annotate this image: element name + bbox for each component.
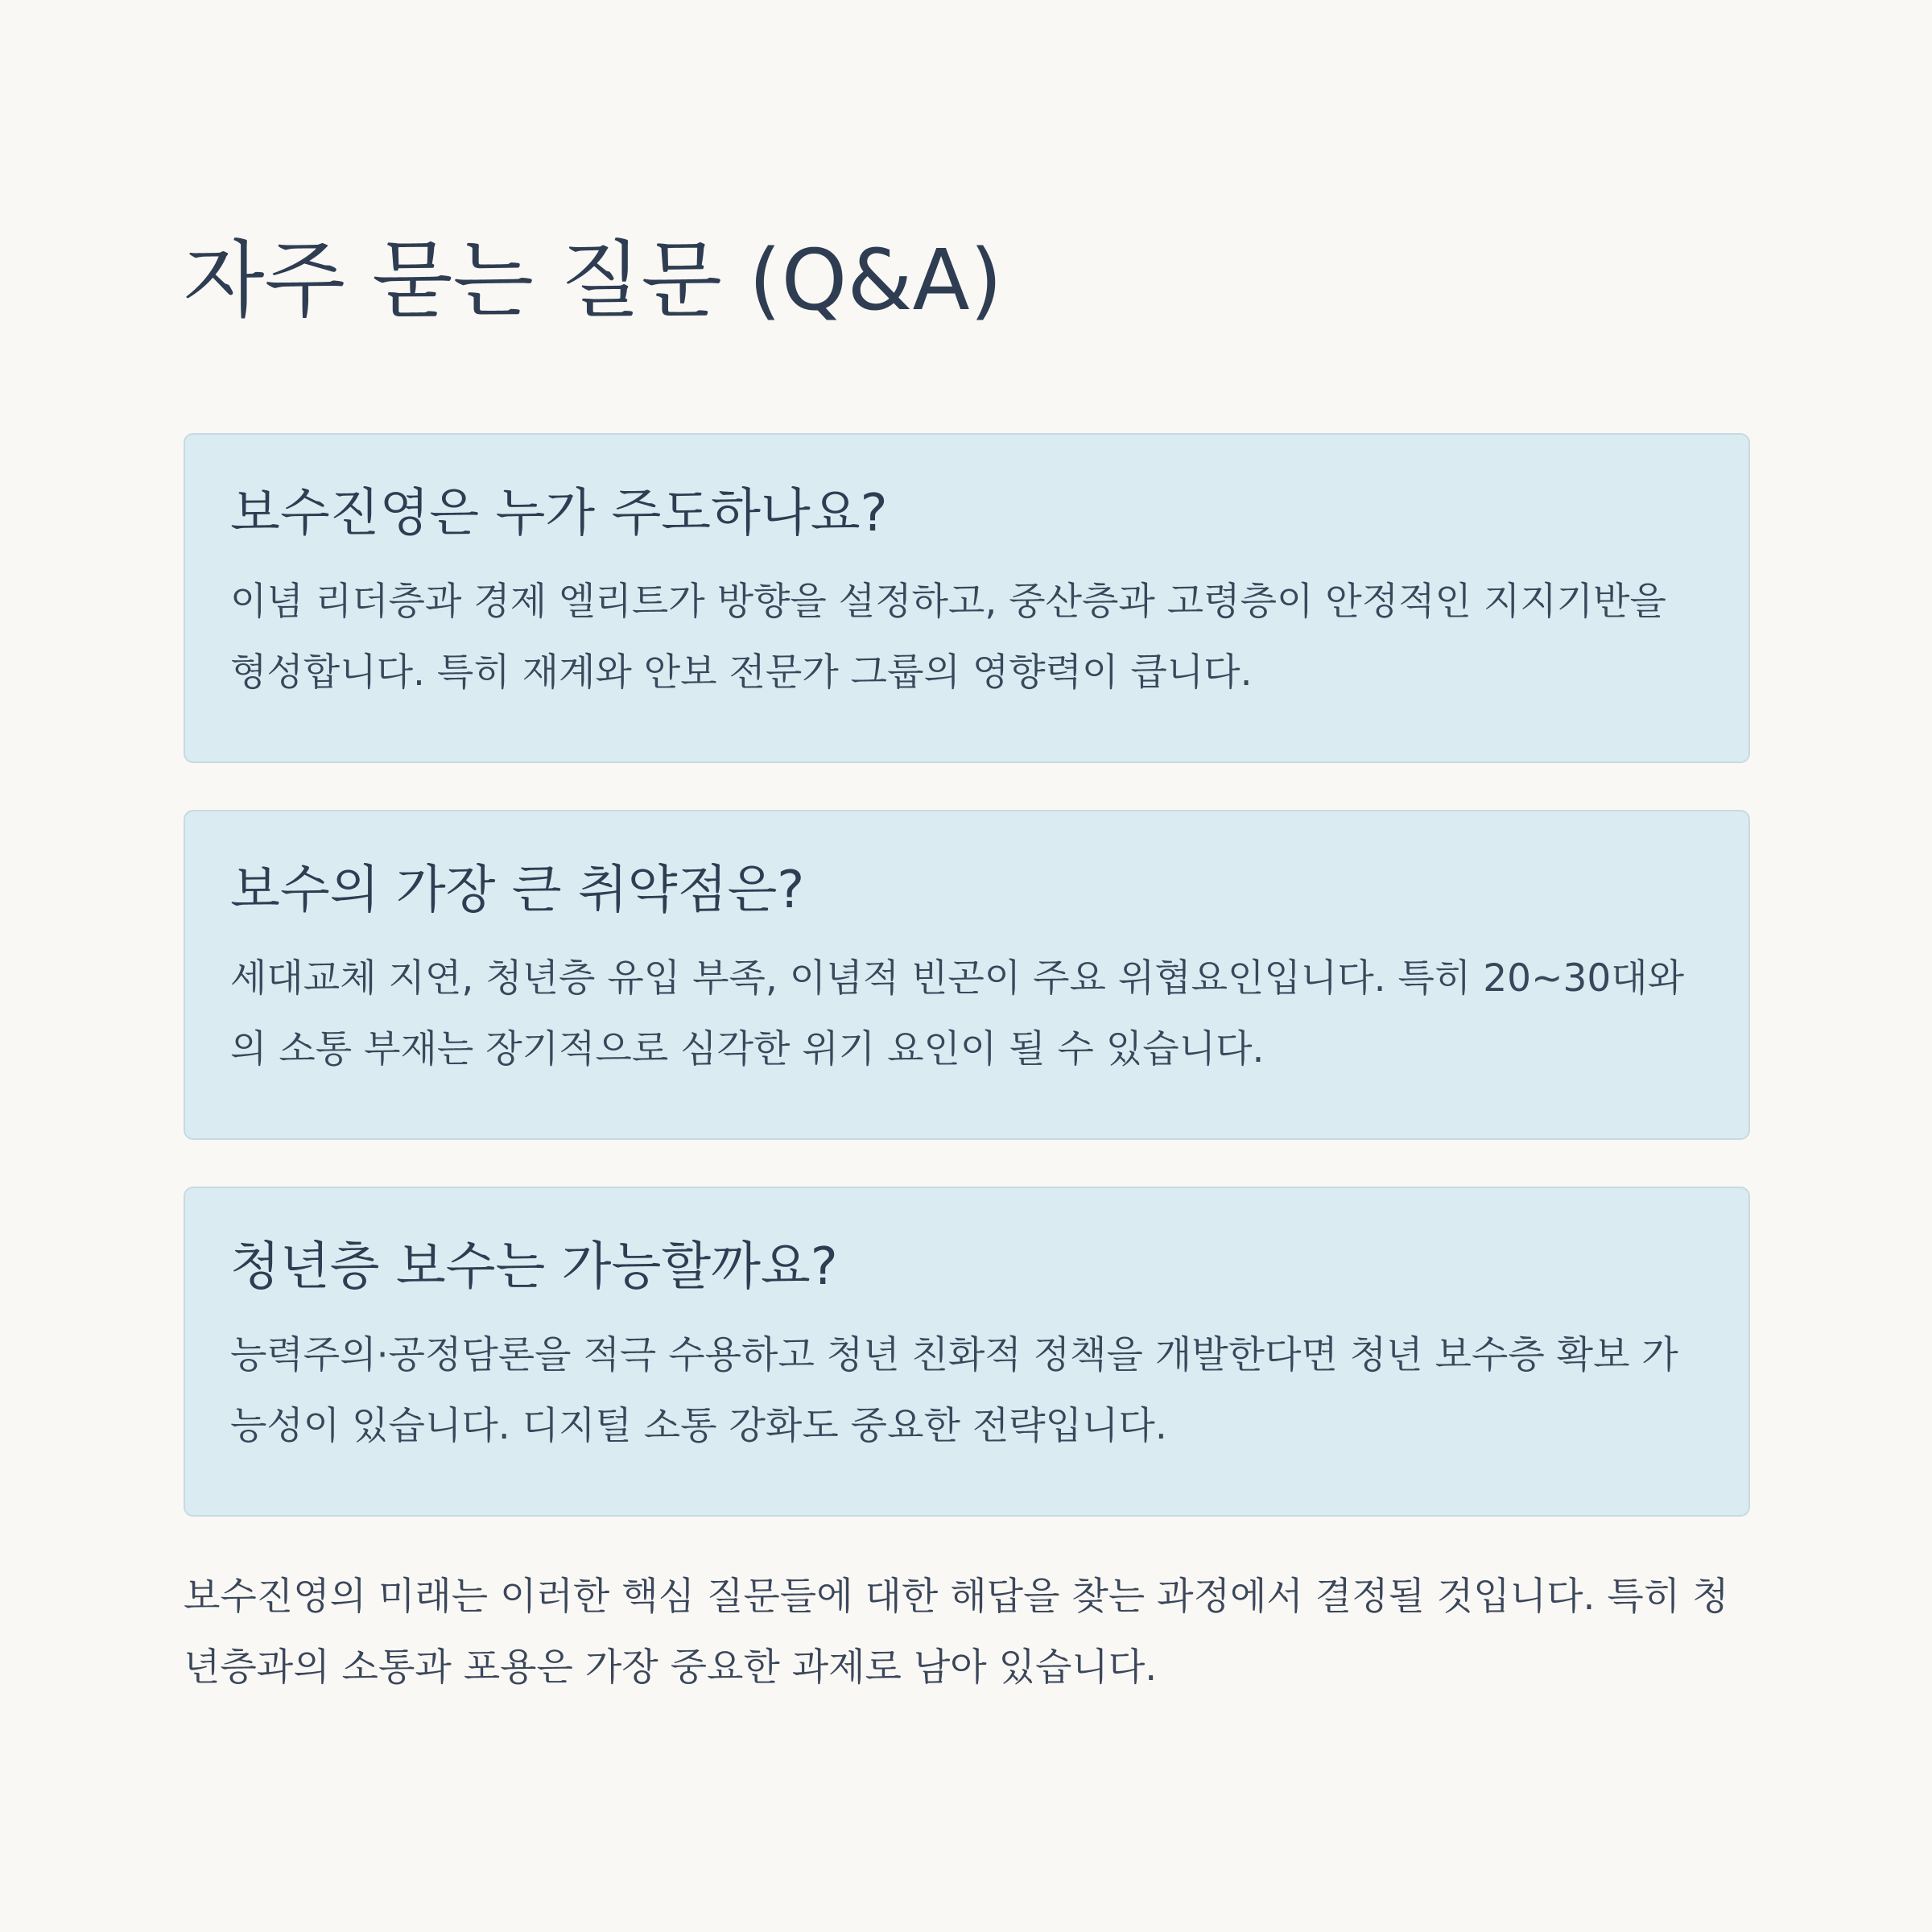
page-title: 자주 묻는 질문 (Q&A) [184,231,1003,329]
qa-answer: 이념 리더층과 경제 엘리트가 방향을 설정하고, 중산층과 고령층이 안정적인 지지기반을 형성합니다. 특히 재계와 안보 전문가 그룹의 영향력이 큽니다. [230,580,1666,695]
qa-answer: 세대교체 지연, 청년층 유입 부족, 이념적 빈곤이 주요 위협요인입니다. 특히 20~30대와의 소통 부재는 장기적으로 심각한 위기 요인이 될 수 있습니다. [230,956,1685,1071]
qa-card-leadership [184,433,1750,763]
qa-card-weakness [184,810,1750,1140]
qa-card-youth [184,1187,1750,1517]
qa-list [184,433,1750,1563]
conclusion-text: 보수진영의 미래는 이러한 핵심 질문들에 대한 해답을 찾는 과정에서 결정될 것입니다. 특히 청년층과의 소통과 포용은 가장 중요한 과제로 남아 있습니다. [184,1575,1729,1690]
qa-question: 보수진영은 누가 주도하나요? [230,484,888,543]
qa-question: 청년층 보수는 가능할까요? [230,1237,838,1297]
qa-answer: 능력주의·공정담론을 적극 수용하고 청년 친화적 정책을 개발한다면 청년 보수층 확보 가능성이 있습니다. 디지털 소통 강화도 중요한 전략입니다. [230,1333,1678,1448]
qa-question: 보수의 가장 큰 취약점은? [230,861,805,920]
